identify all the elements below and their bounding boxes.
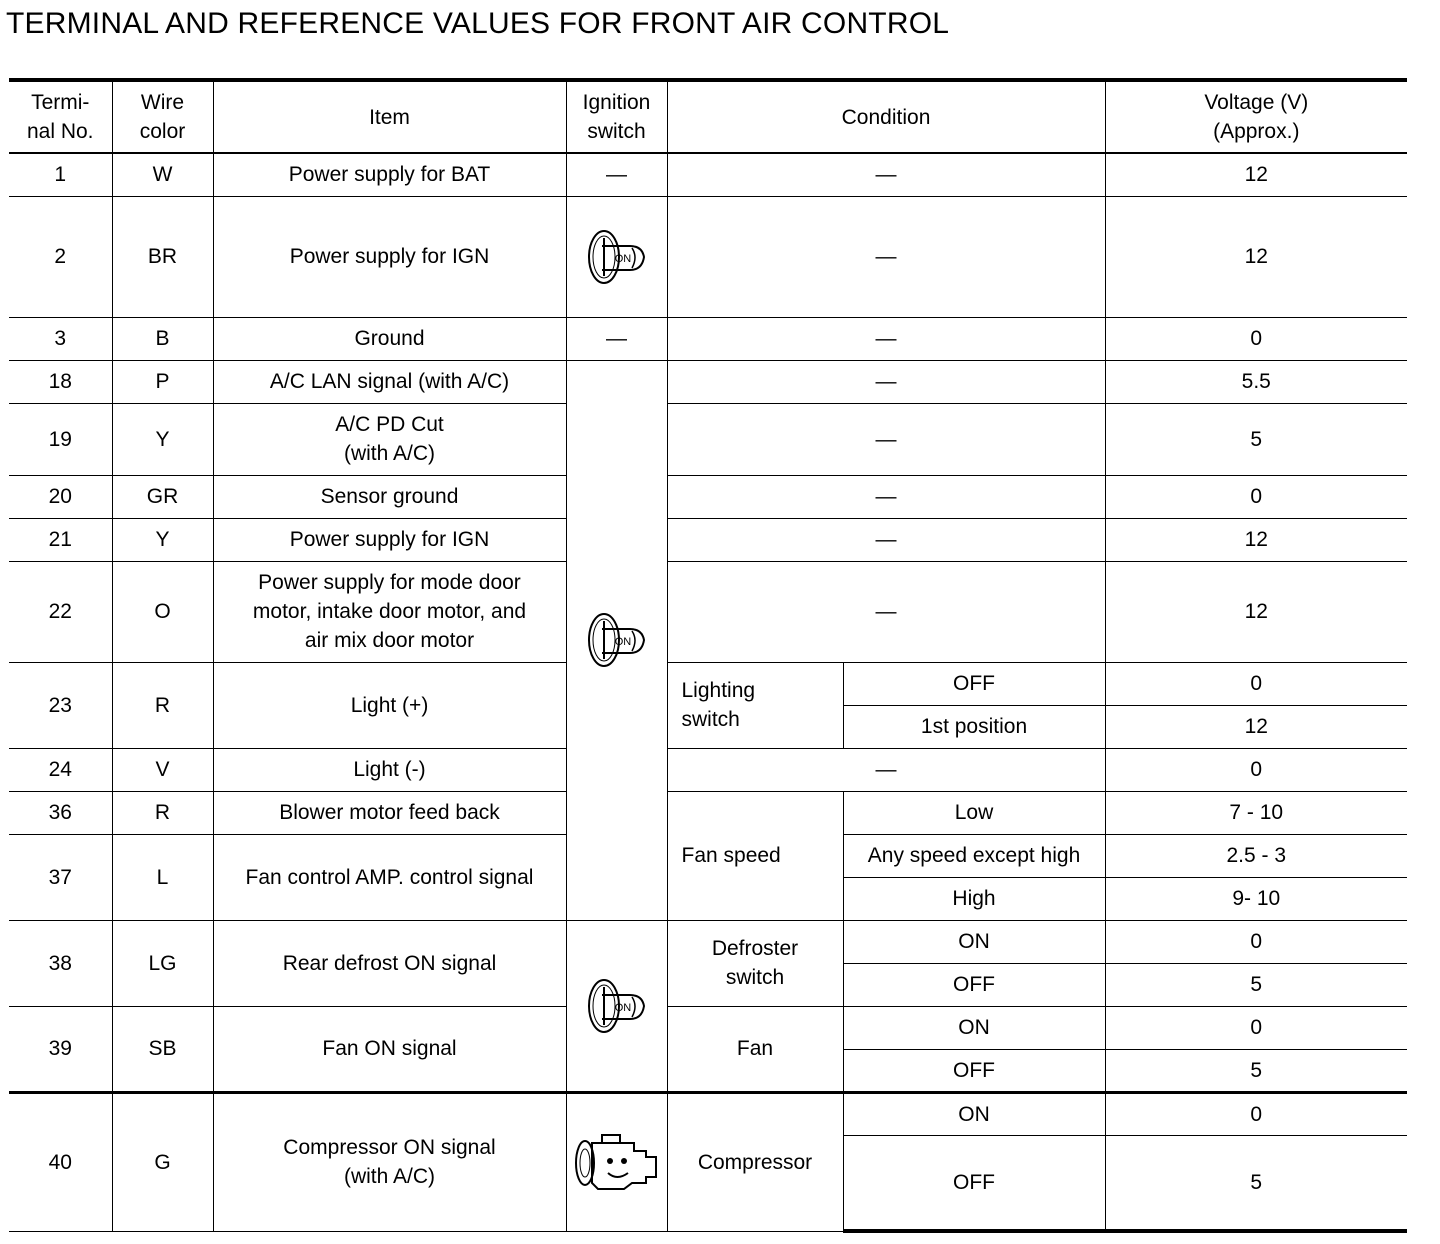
terminal-no: 2 bbox=[9, 196, 112, 317]
item: Power supply for mode door motor, intake door motor, and air mix door motor bbox=[213, 561, 566, 662]
ignition-switch bbox=[566, 1092, 667, 1231]
table-row bbox=[9, 920, 1407, 963]
header-condition: Condition bbox=[667, 80, 1105, 153]
terminal-no: 37 bbox=[9, 834, 112, 920]
wire-color: Y bbox=[112, 403, 213, 475]
voltage: 12 bbox=[1105, 196, 1407, 317]
voltage: 0 bbox=[1105, 1006, 1407, 1049]
condition: — bbox=[667, 475, 1105, 518]
terminal-no: 23 bbox=[9, 662, 112, 748]
voltage: 0 bbox=[1105, 475, 1407, 518]
table-row bbox=[9, 403, 1407, 475]
wire-color: P bbox=[112, 360, 213, 403]
voltage: 0 bbox=[1105, 662, 1407, 705]
item: A/C LAN signal (with A/C) bbox=[213, 360, 566, 403]
condition: — bbox=[667, 317, 1105, 360]
wire-color: R bbox=[112, 791, 213, 834]
ignition-switch bbox=[566, 920, 667, 1092]
wire-color: R bbox=[112, 662, 213, 748]
header-item: Item bbox=[213, 80, 566, 153]
wire-color: W bbox=[112, 153, 213, 196]
condition: Defroster switch bbox=[667, 920, 843, 1006]
ignition-switch bbox=[566, 360, 667, 920]
condition-state: Low bbox=[843, 791, 1105, 834]
voltage: 0 bbox=[1105, 748, 1407, 791]
table-row bbox=[9, 518, 1407, 561]
ignition-switch: — bbox=[566, 153, 667, 196]
voltage: 7 - 10 bbox=[1105, 791, 1407, 834]
svg-text:ON: ON bbox=[614, 636, 631, 648]
table-row bbox=[9, 153, 1407, 196]
header-row bbox=[9, 80, 1407, 153]
page-title: TERMINAL AND REFERENCE VALUES FOR FRONT AIR CONTROL bbox=[6, 7, 950, 40]
condition: — bbox=[667, 360, 1105, 403]
header-terminal: Termi- nal No. bbox=[9, 80, 112, 153]
wire-color: SB bbox=[112, 1006, 213, 1092]
condition: — bbox=[667, 748, 1105, 791]
terminal-no: 18 bbox=[9, 360, 112, 403]
table-row bbox=[9, 317, 1407, 360]
wire-color: V bbox=[112, 748, 213, 791]
item: Sensor ground bbox=[213, 475, 566, 518]
wire-color: BR bbox=[112, 196, 213, 317]
voltage: 5 bbox=[1105, 963, 1407, 1006]
condition: Compressor bbox=[667, 1092, 843, 1231]
voltage: 12 bbox=[1105, 153, 1407, 196]
engine-running-icon bbox=[572, 1127, 662, 1197]
item: A/C PD Cut (with A/C) bbox=[213, 403, 566, 475]
condition-state: High bbox=[843, 877, 1105, 920]
condition: Lighting switch bbox=[667, 662, 843, 748]
condition-state: ON bbox=[843, 920, 1105, 963]
header-ignition-switch: Ignition switch bbox=[566, 80, 667, 153]
voltage: 2.5 - 3 bbox=[1105, 834, 1407, 877]
condition: — bbox=[667, 518, 1105, 561]
condition-state: OFF bbox=[843, 662, 1105, 705]
ignition-key-on-icon bbox=[582, 607, 652, 673]
voltage: 5 bbox=[1105, 1049, 1407, 1092]
item: Ground bbox=[213, 317, 566, 360]
voltage: 5.5 bbox=[1105, 360, 1407, 403]
voltage: 0 bbox=[1105, 920, 1407, 963]
wire-color: Y bbox=[112, 518, 213, 561]
reference-values-table bbox=[9, 78, 1407, 1233]
header-voltage: Voltage (V) (Approx.) bbox=[1105, 80, 1407, 153]
table-row bbox=[9, 662, 1407, 705]
table-row bbox=[9, 475, 1407, 518]
condition: — bbox=[667, 153, 1105, 196]
voltage: 12 bbox=[1105, 705, 1407, 748]
wire-color: G bbox=[112, 1092, 213, 1231]
condition-state: OFF bbox=[843, 963, 1105, 1006]
condition: — bbox=[667, 403, 1105, 475]
table-row bbox=[9, 791, 1407, 834]
item: Blower motor feed back bbox=[213, 791, 566, 834]
item: Power supply for BAT bbox=[213, 153, 566, 196]
terminal-no: 24 bbox=[9, 748, 112, 791]
condition: Fan bbox=[667, 1006, 843, 1092]
voltage: 0 bbox=[1105, 317, 1407, 360]
terminal-no: 21 bbox=[9, 518, 112, 561]
ignition-key-on-icon bbox=[582, 973, 652, 1039]
condition: — bbox=[667, 561, 1105, 662]
ignition-switch bbox=[566, 196, 667, 317]
terminal-no: 20 bbox=[9, 475, 112, 518]
wire-color: GR bbox=[112, 475, 213, 518]
voltage: 12 bbox=[1105, 518, 1407, 561]
condition: Fan speed bbox=[667, 791, 843, 920]
voltage: 12 bbox=[1105, 561, 1407, 662]
terminal-no: 38 bbox=[9, 920, 112, 1006]
voltage: 5 bbox=[1105, 1135, 1407, 1231]
condition-state: ON bbox=[843, 1092, 1105, 1135]
table-row bbox=[9, 360, 1407, 403]
ignition-key-on-icon bbox=[582, 224, 652, 290]
item: Fan control AMP. control signal bbox=[213, 834, 566, 920]
svg-text:ON: ON bbox=[614, 252, 631, 265]
ignition-switch: — bbox=[566, 317, 667, 360]
condition-state: OFF bbox=[843, 1049, 1105, 1092]
terminal-no: 3 bbox=[9, 317, 112, 360]
terminal-no: 1 bbox=[9, 153, 112, 196]
item: Power supply for IGN bbox=[213, 196, 566, 317]
table-row bbox=[9, 1092, 1407, 1135]
voltage: 9- 10 bbox=[1105, 877, 1407, 920]
condition: — bbox=[667, 196, 1105, 317]
wire-color: LG bbox=[112, 920, 213, 1006]
item: Rear defrost ON signal bbox=[213, 920, 566, 1006]
condition-state: Any speed except high bbox=[843, 834, 1105, 877]
terminal-no: 39 bbox=[9, 1006, 112, 1092]
condition-state: ON bbox=[843, 1006, 1105, 1049]
terminal-no: 22 bbox=[9, 561, 112, 662]
header-wire-color: Wire color bbox=[112, 80, 213, 153]
item: Light (+) bbox=[213, 662, 566, 748]
item: Light (-) bbox=[213, 748, 566, 791]
table-row bbox=[9, 196, 1407, 317]
item: Fan ON signal bbox=[213, 1006, 566, 1092]
terminal-no: 19 bbox=[9, 403, 112, 475]
table-row bbox=[9, 748, 1407, 791]
wire-color: L bbox=[112, 834, 213, 920]
svg-text:ON: ON bbox=[614, 1001, 631, 1014]
voltage: 5 bbox=[1105, 403, 1407, 475]
table-row bbox=[9, 1006, 1407, 1049]
item: Compressor ON signal (with A/C) bbox=[213, 1092, 566, 1231]
condition-state: 1st position bbox=[843, 705, 1105, 748]
wire-color: O bbox=[112, 561, 213, 662]
voltage: 0 bbox=[1105, 1092, 1407, 1135]
condition-state: OFF bbox=[843, 1135, 1105, 1231]
table-row bbox=[9, 561, 1407, 662]
terminal-no: 40 bbox=[9, 1092, 112, 1231]
item: Power supply for IGN bbox=[213, 518, 566, 561]
terminal-no: 36 bbox=[9, 791, 112, 834]
wire-color: B bbox=[112, 317, 213, 360]
